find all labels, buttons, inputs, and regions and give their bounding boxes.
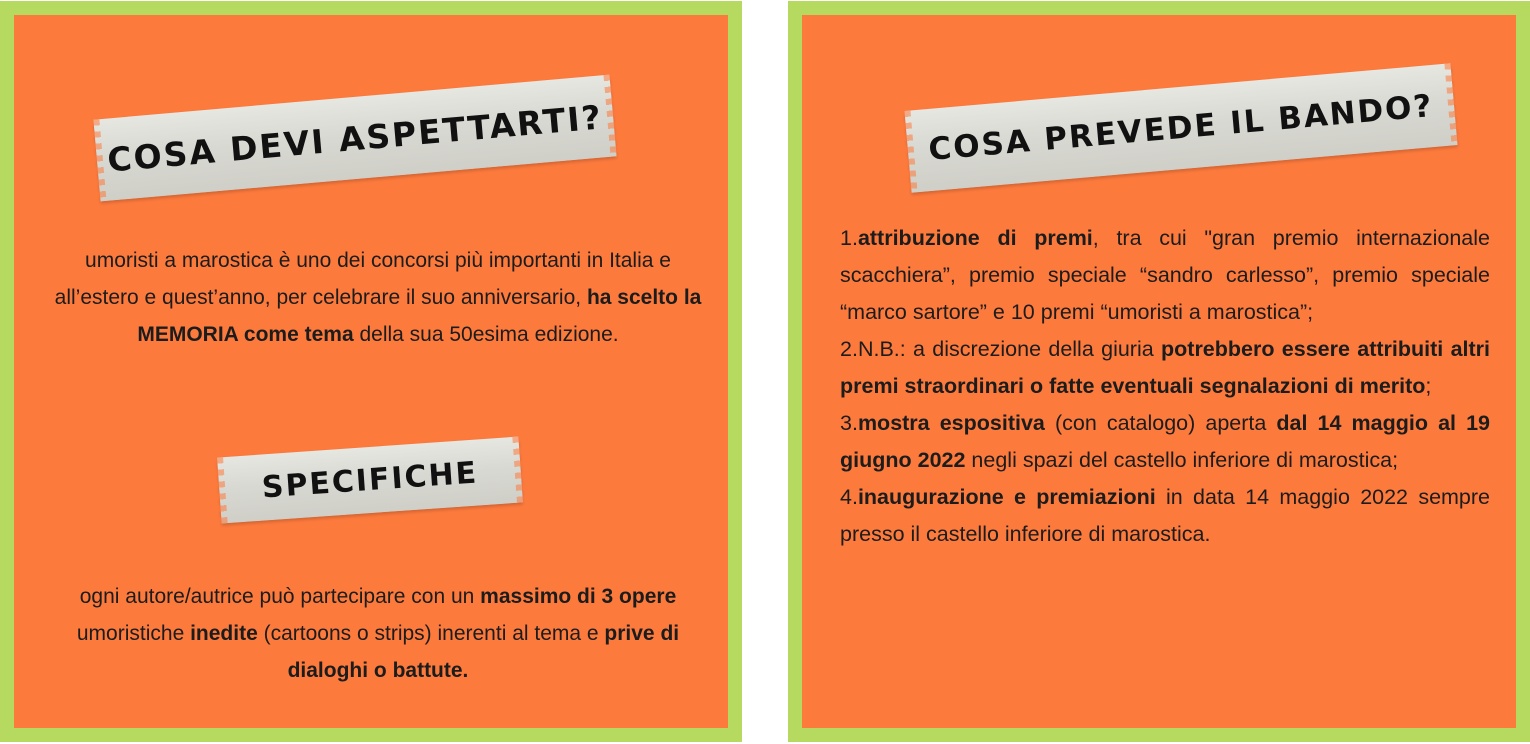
item-bold: inaugurazione e premiazioni: [857, 485, 1156, 509]
intro-paragraph: [54, 242, 702, 353]
item-text: ;: [1425, 374, 1432, 398]
left-info-panel: [0, 1, 742, 742]
item-bold: mostra espositiva: [857, 411, 1045, 435]
heading-tape-bando: [904, 63, 1457, 192]
specifiche-paragraph: [54, 578, 702, 689]
item-number: 1.: [840, 226, 858, 250]
heading-bando: COSA PREVEDE IL BANDO?: [927, 87, 1435, 169]
heading-aspettarti: COSA DEVI ASPETTARTI?: [105, 96, 605, 180]
heading-specifiche: SPECIFICHE: [260, 454, 480, 506]
bando-item-1: [840, 220, 1490, 331]
specifiche-bold-3: prive di dialoghi o battute.: [287, 622, 680, 682]
item-text: , tra cui "gran premio internazionale scacchiera”, premio speciale “sandro carlesso”, premio speciale “marco sartore” e 10 premi “umoristi a marostica”;: [840, 226, 1491, 324]
item-bold: attribuzione di premi: [857, 226, 1093, 250]
item-number: 4.: [840, 485, 858, 509]
item-text: (con catalogo) aperta: [1044, 411, 1277, 435]
bando-item-4: [840, 479, 1490, 553]
intro-text-1: umoristi a marostica è uno dei concorsi più importanti in Italia e all’estero e quest’anno, per celebrare il suo anniversario,: [54, 249, 671, 309]
item-text: N.B.: a discrezione della giuria: [857, 337, 1162, 361]
item-number: 2.: [840, 337, 858, 361]
specifiche-text-3: (cartoons o strips) inerenti al tema e: [257, 622, 605, 645]
heading-tape-specifiche: [217, 437, 523, 524]
item-number: 3.: [840, 411, 858, 435]
heading-tape-aspettarti: [93, 75, 616, 202]
intro-text-2: della sua 50esima edizione.: [353, 323, 619, 346]
intro-bold-1: ha scelto la MEMORIA come tema: [137, 286, 702, 346]
item-text: negli spazi del castello inferiore di marostica;: [965, 448, 1399, 472]
item-bold: dal 14 maggio al 19 giugno 2022: [840, 411, 1490, 472]
item-text: in data 14 maggio 2022 sempre presso il castello inferiore di marostica.: [840, 485, 1491, 546]
specifiche-bold-1: massimo di 3 opere: [480, 585, 677, 608]
bando-list: [840, 220, 1490, 553]
item-bold: potrebbero essere attribuiti altri premi straordinari o fatte eventuali segnalazioni di merito: [840, 337, 1491, 398]
specifiche-text-2: umoristiche: [76, 622, 191, 645]
bando-item-2: [840, 331, 1490, 405]
bando-item-3: [840, 405, 1490, 479]
specifiche-bold-2: inedite: [190, 622, 258, 645]
specifiche-text-1: ogni autore/autrice può partecipare con un: [79, 585, 481, 608]
right-info-panel: [788, 1, 1530, 742]
